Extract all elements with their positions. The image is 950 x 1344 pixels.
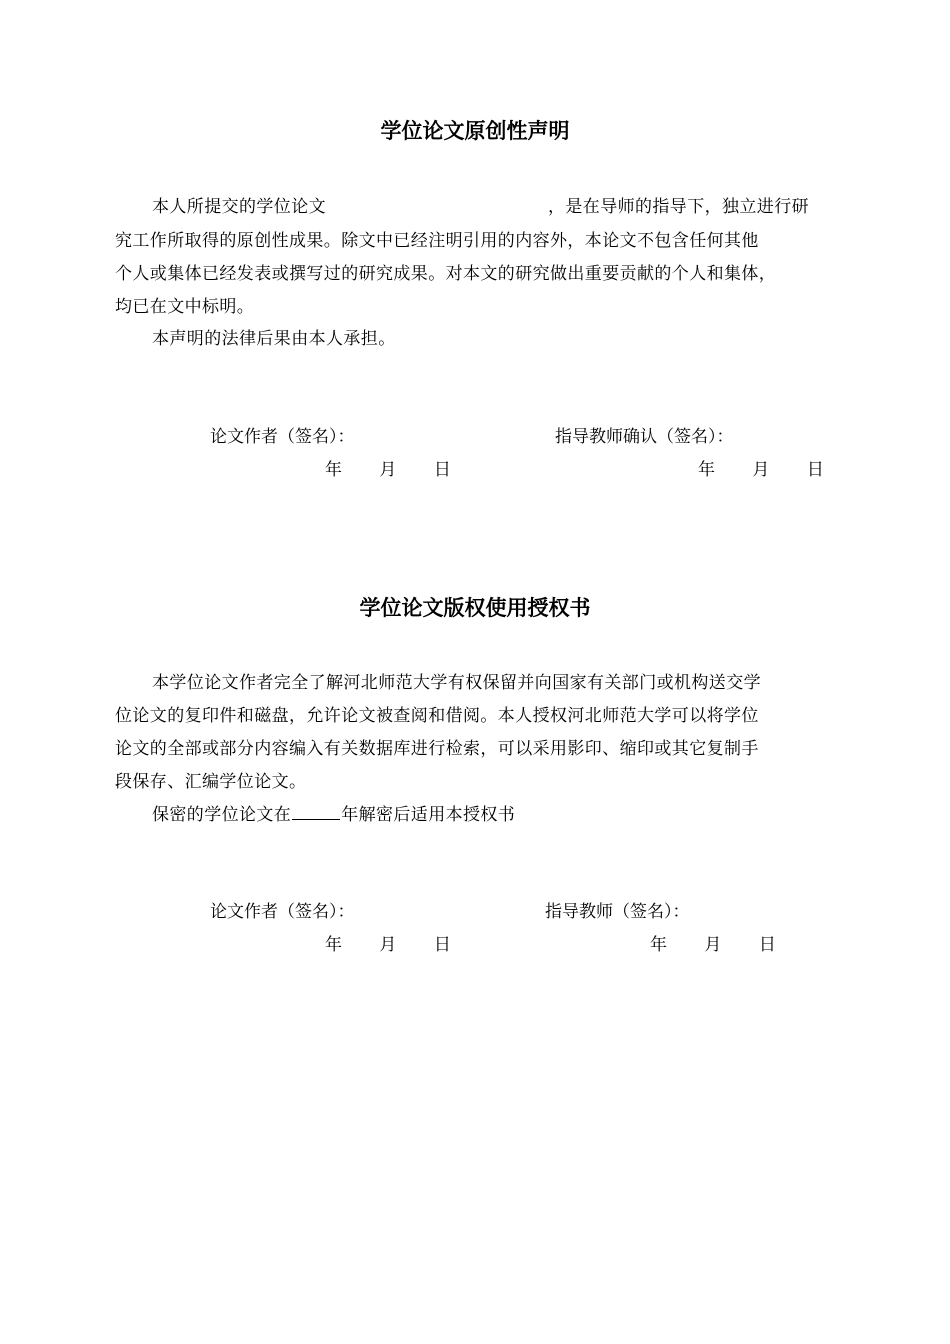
declaration-line-1-end: ，是在导师的指导下，独立进行研 xyxy=(548,197,809,217)
declaration-line-2: 究工作所取得的原创性成果。除文中已经注明引用的内容外，本论文不包含任何其他 xyxy=(115,231,759,251)
date-year: 年 xyxy=(698,460,715,480)
date-year: 年 xyxy=(325,460,342,480)
date-year: 年 xyxy=(325,935,342,955)
date-day: 日 xyxy=(433,460,451,480)
date-month: 月 xyxy=(379,460,397,480)
date-year: 年 xyxy=(650,935,667,955)
authorization-line-3: 论文的全部或部分内容编入有关数据库进行检索，可以采用影印、缩印或其它复制手 xyxy=(115,739,759,759)
date-day: 日 xyxy=(806,460,824,480)
declaration-legal-statement: 本声明的法律后果由本人承担。 xyxy=(152,329,396,349)
declaration-line-4: 均已在文中标明。 xyxy=(115,297,255,317)
authorization-author-signature-label: 论文作者（签名）： xyxy=(210,902,355,922)
date-month: 月 xyxy=(379,935,397,955)
declaration-advisor-signature-label: 指导教师确认（签名）： xyxy=(555,427,734,447)
date-month: 月 xyxy=(704,935,722,955)
authorization-advisor-signature-label: 指导教师（签名）： xyxy=(545,902,690,922)
declaration-title: 学位论文原创性声明 xyxy=(380,119,570,143)
date-day: 日 xyxy=(433,935,451,955)
authorization-author-date xyxy=(325,930,451,960)
authorization-line-4: 段保存、汇编学位论文。 xyxy=(115,772,307,792)
confidential-text-end: 年解密后适用本授权书 xyxy=(341,805,516,825)
declaration-advisor-date xyxy=(698,455,824,485)
authorization-confidential-statement xyxy=(152,798,515,832)
declaration-author-signature-label: 论文作者（签名）： xyxy=(210,427,355,447)
authorization-line-2: 位论文的复印件和磁盘，允许论文被查阅和借阅。本人授权河北师范大学可以将学位 xyxy=(115,706,759,726)
years-blank-field xyxy=(292,803,340,820)
declaration-line-3: 个人或集体已经发表或撰写过的研究成果。对本文的研究做出重要贡献的个人和集体， xyxy=(115,264,777,284)
date-month: 月 xyxy=(752,460,770,480)
declaration-line-1-start: 本人所提交的学位论文 xyxy=(152,197,326,217)
authorization-advisor-date xyxy=(650,930,776,960)
authorization-line-1: 本学位论文作者完全了解河北师范大学有权保留并向国家有关部门或机构送交学 xyxy=(152,673,761,693)
confidential-text-start: 保密的学位论文在 xyxy=(152,805,292,825)
date-day: 日 xyxy=(758,935,776,955)
declaration-author-date xyxy=(325,455,451,485)
authorization-title: 学位论文版权使用授权书 xyxy=(359,596,591,620)
